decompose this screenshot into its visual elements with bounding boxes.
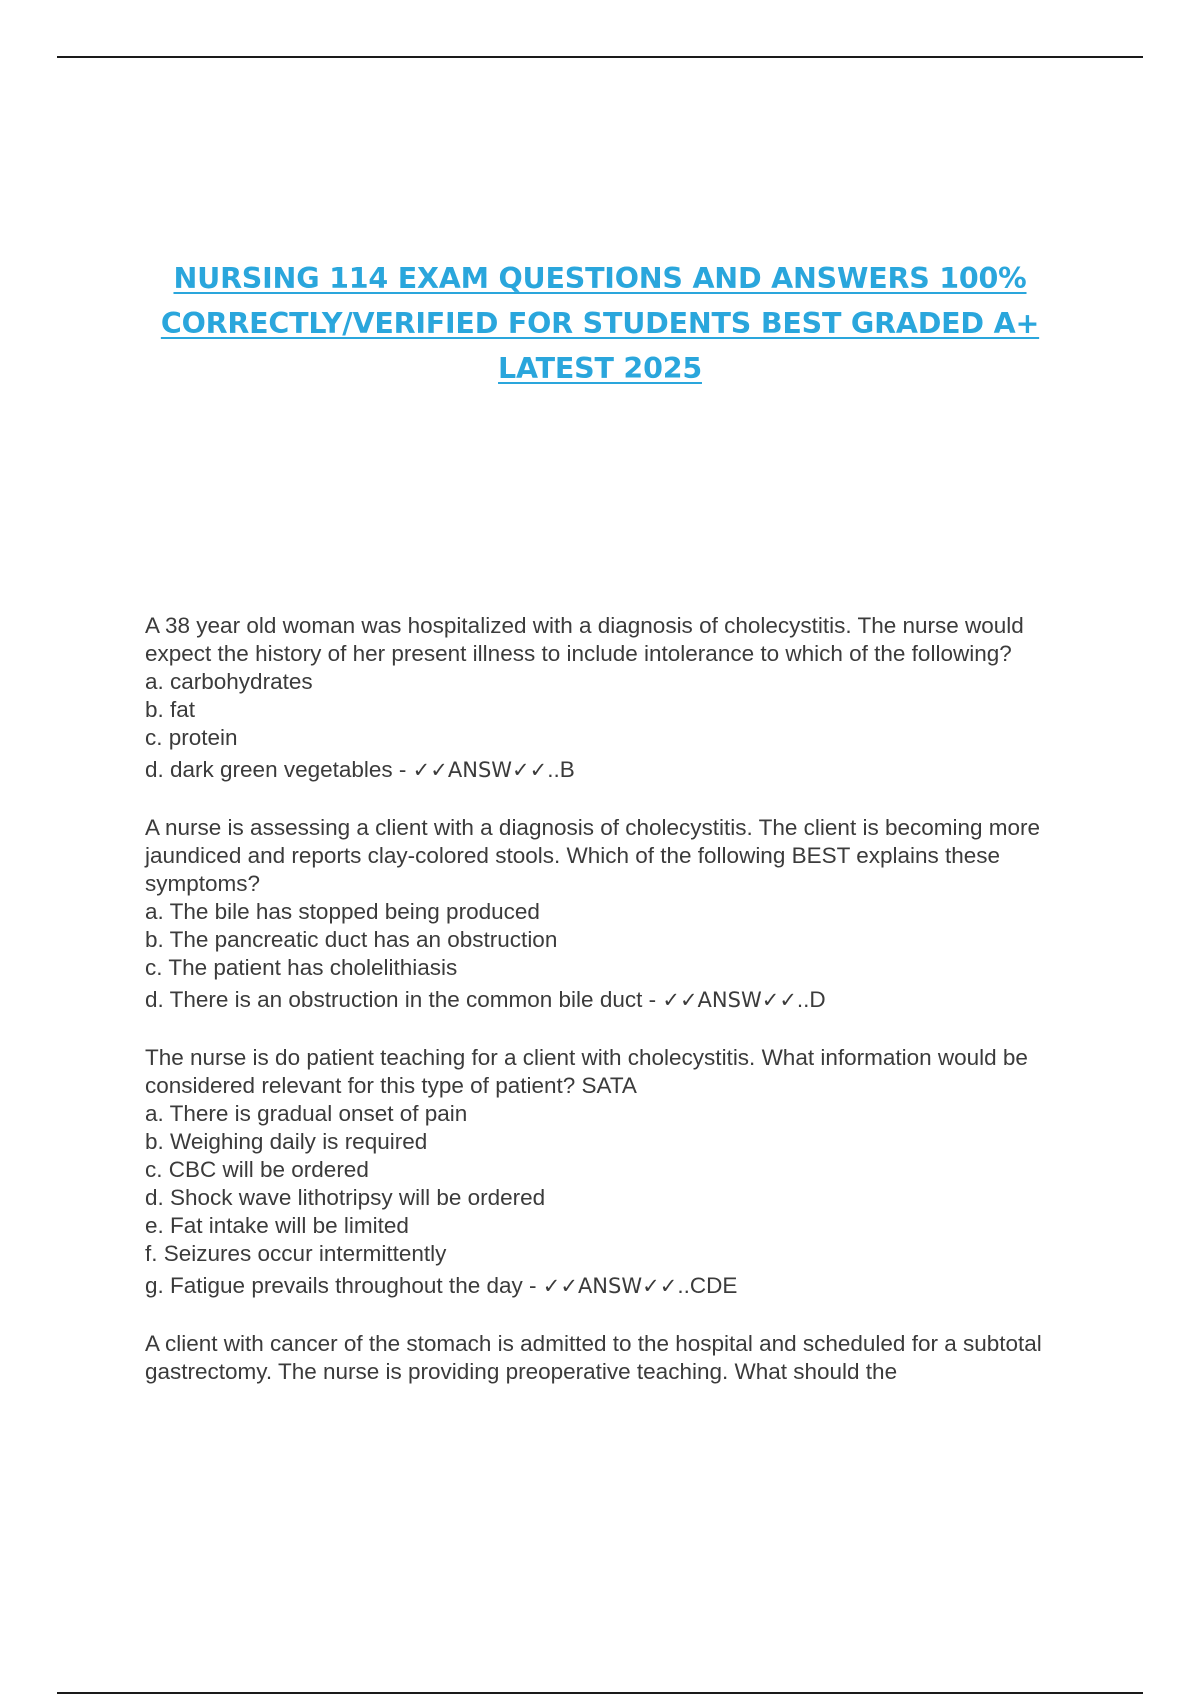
option-a: a. carbohydrates: [145, 669, 313, 694]
top-rule: [57, 56, 1143, 58]
question-4: [145, 1330, 1075, 1386]
option-a: a. There is gradual onset of pain: [145, 1101, 468, 1126]
answer-marker: ✓✓ANSW✓✓: [412, 758, 548, 782]
answer-key: ..CDE: [677, 1273, 738, 1298]
answer-marker: ✓✓ANSW✓✓: [662, 988, 797, 1012]
question-3: [145, 1044, 1075, 1300]
question-stem: A 38 year old woman was hospitalized with a diagnosis of cholecystitis. The nurse would expect the history of her present illness to include intolerance to which of the following?: [145, 613, 1024, 666]
title-line-3: LATEST 2025: [498, 352, 702, 385]
question-2: [145, 814, 1075, 1014]
option-g: g. Fatigue prevails throughout the day -: [145, 1273, 543, 1298]
question-stem: A nurse is assessing a client with a diagnosis of cholecystitis. The client is becoming more jaundiced and reports clay-colored stools. Which of the following BEST explains these symptoms?: [145, 815, 1041, 896]
option-b: b. fat: [145, 697, 196, 722]
option-a: a. The bile has stopped being produced: [145, 899, 540, 924]
option-g-with-answer: [145, 1272, 1075, 1300]
question-stem: The nurse is do patient teaching for a client with cholecystitis. What information would be considered relevant for this type of patient? SATA: [145, 1045, 1028, 1098]
option-e: e. Fat intake will be limited: [145, 1213, 409, 1238]
document-title: [100, 256, 1100, 391]
answer-key: ..B: [547, 757, 575, 782]
option-b: b. The pancreatic duct has an obstruction: [145, 927, 558, 952]
answer-marker: ✓✓ANSW✓✓: [542, 1274, 678, 1298]
question-list: [145, 612, 1075, 1416]
option-c: c. The patient has cholelithiasis: [145, 955, 458, 980]
option-d: d. dark green vegetables -: [145, 757, 413, 782]
option-d-with-answer: [145, 756, 1075, 784]
option-b: b. Weighing daily is required: [145, 1129, 428, 1154]
option-f: f. Seizures occur intermittently: [145, 1241, 447, 1266]
answer-key: ..D: [796, 987, 826, 1012]
option-d: d. There is an obstruction in the common bile duct -: [145, 987, 663, 1012]
option-d-with-answer: [145, 986, 1075, 1014]
option-c: c. protein: [145, 725, 238, 750]
question-stem: A client with cancer of the stomach is admitted to the hospital and scheduled for a subtotal gastrectomy. The nurse is providing preoperative teaching. What should the: [145, 1331, 1042, 1384]
title-line-2: CORRECTLY/VERIFIED FOR STUDENTS BEST GRADED A+: [160, 307, 1040, 340]
option-c: c. CBC will be ordered: [145, 1157, 369, 1182]
option-d: d. Shock wave lithotripsy will be ordered: [145, 1185, 546, 1210]
title-line-1: NURSING 114 EXAM QUESTIONS AND ANSWERS 100%: [173, 262, 1027, 295]
bottom-rule: [57, 1692, 1143, 1694]
question-1: [145, 612, 1075, 784]
